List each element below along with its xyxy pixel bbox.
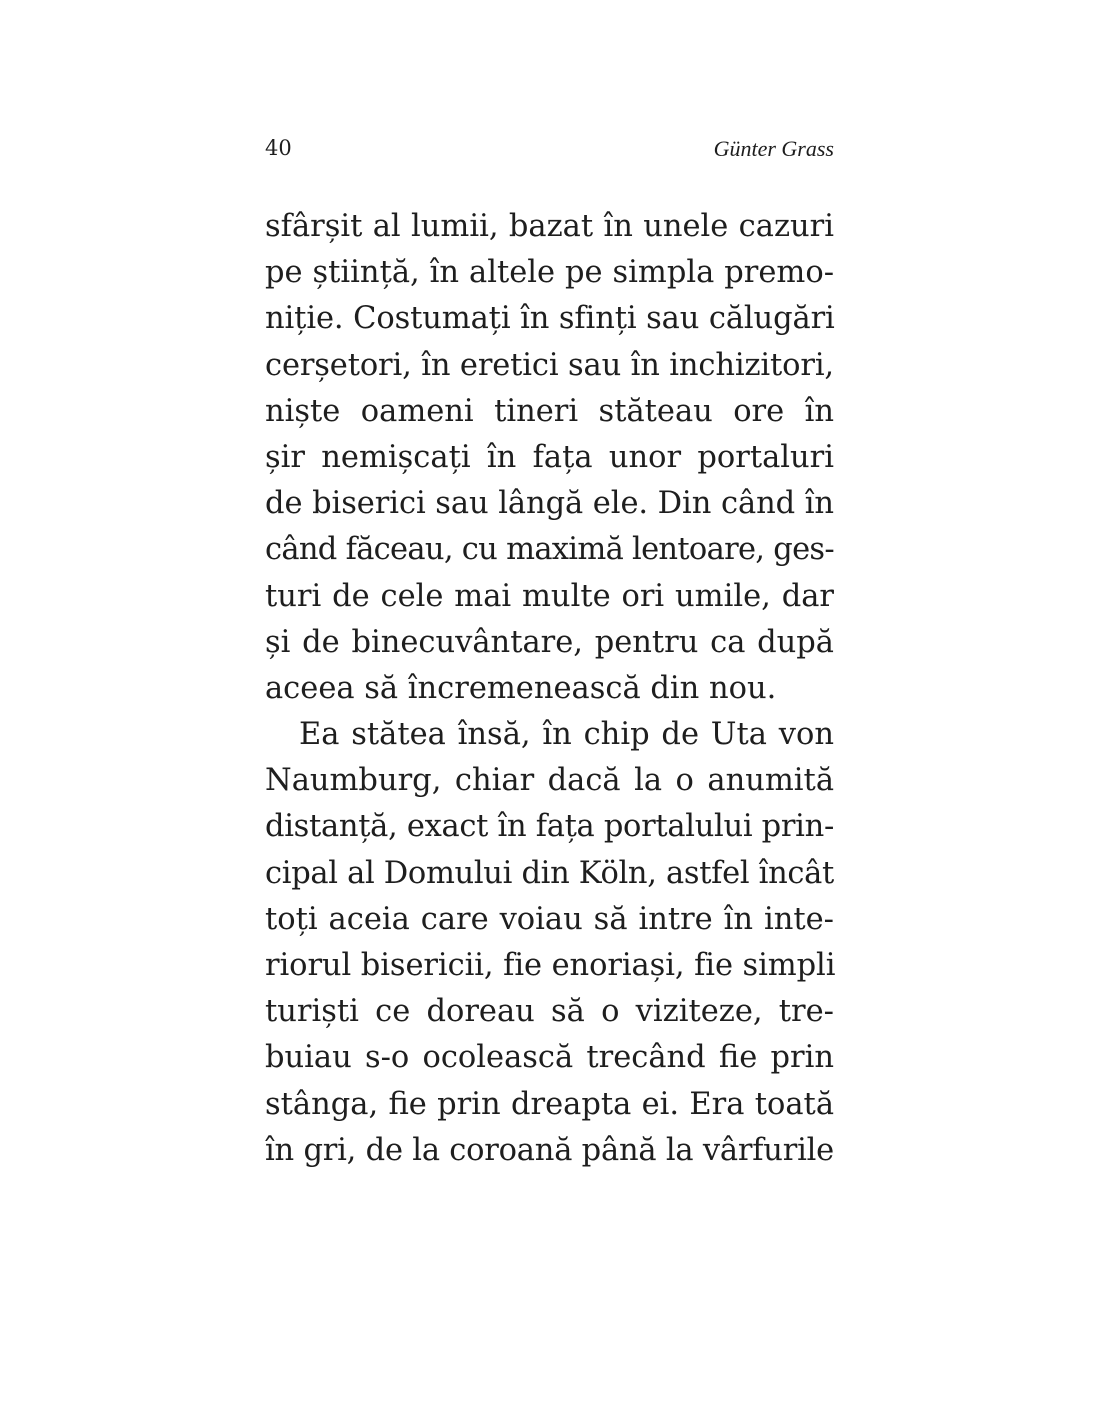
text-line: stânga, fie prin dreapta ei. Era toată [265, 1086, 834, 1122]
text-line: niție. Costumați în sfinți sau călugări [265, 301, 835, 337]
page-header [265, 136, 834, 170]
text-line: buiau s-o ocolească trecând fie prin [265, 1040, 834, 1076]
text-line: riorul bisericii, fie enoriași, fie simpli [265, 948, 836, 983]
text-line: de biserici sau lângă ele. Din când în [265, 486, 834, 522]
text-line: Ea stătea însă, în chip de Uta von [299, 717, 834, 753]
text-line: Naumburg, chiar dacă la o anumită [265, 763, 834, 799]
text-line: niște oameni tineri stăteau ore în [265, 393, 834, 429]
text-line: și de binecuvântare, pentru ca după [265, 624, 834, 660]
running-head-author: Günter Grass [713, 136, 834, 161]
paragraph [265, 712, 834, 1174]
text-line: aceea să încremenească din nou. [265, 670, 777, 706]
text-line: distanță, exact în fața portalului prin- [265, 809, 834, 845]
body-text [265, 204, 834, 1174]
text-line: sfârșit al lumii, bazat în unele cazuri [265, 209, 834, 244]
paragraph [265, 204, 834, 712]
page-number: 40 [265, 136, 292, 160]
text-line: șir nemișcați în fața unor portaluri [265, 439, 834, 475]
text-line: pe știință, în altele pe simpla premo- [265, 255, 834, 291]
text-line: când făceau, cu maximă lentoare, ges- [265, 532, 834, 568]
text-line: turi de cele mai multe ori umile, dar [265, 578, 834, 614]
text-line: cipal al Domului din Köln, astfel încât [265, 855, 834, 891]
text-line: cerșetori, în eretici sau în inchizitori, [265, 347, 834, 383]
text-line: în gri, de la coroană până la vârfurile [265, 1132, 834, 1168]
text-line: turiști ce doreau să o viziteze, tre- [265, 994, 834, 1030]
text-line: toți aceia care voiau să intre în inte- [265, 901, 834, 937]
